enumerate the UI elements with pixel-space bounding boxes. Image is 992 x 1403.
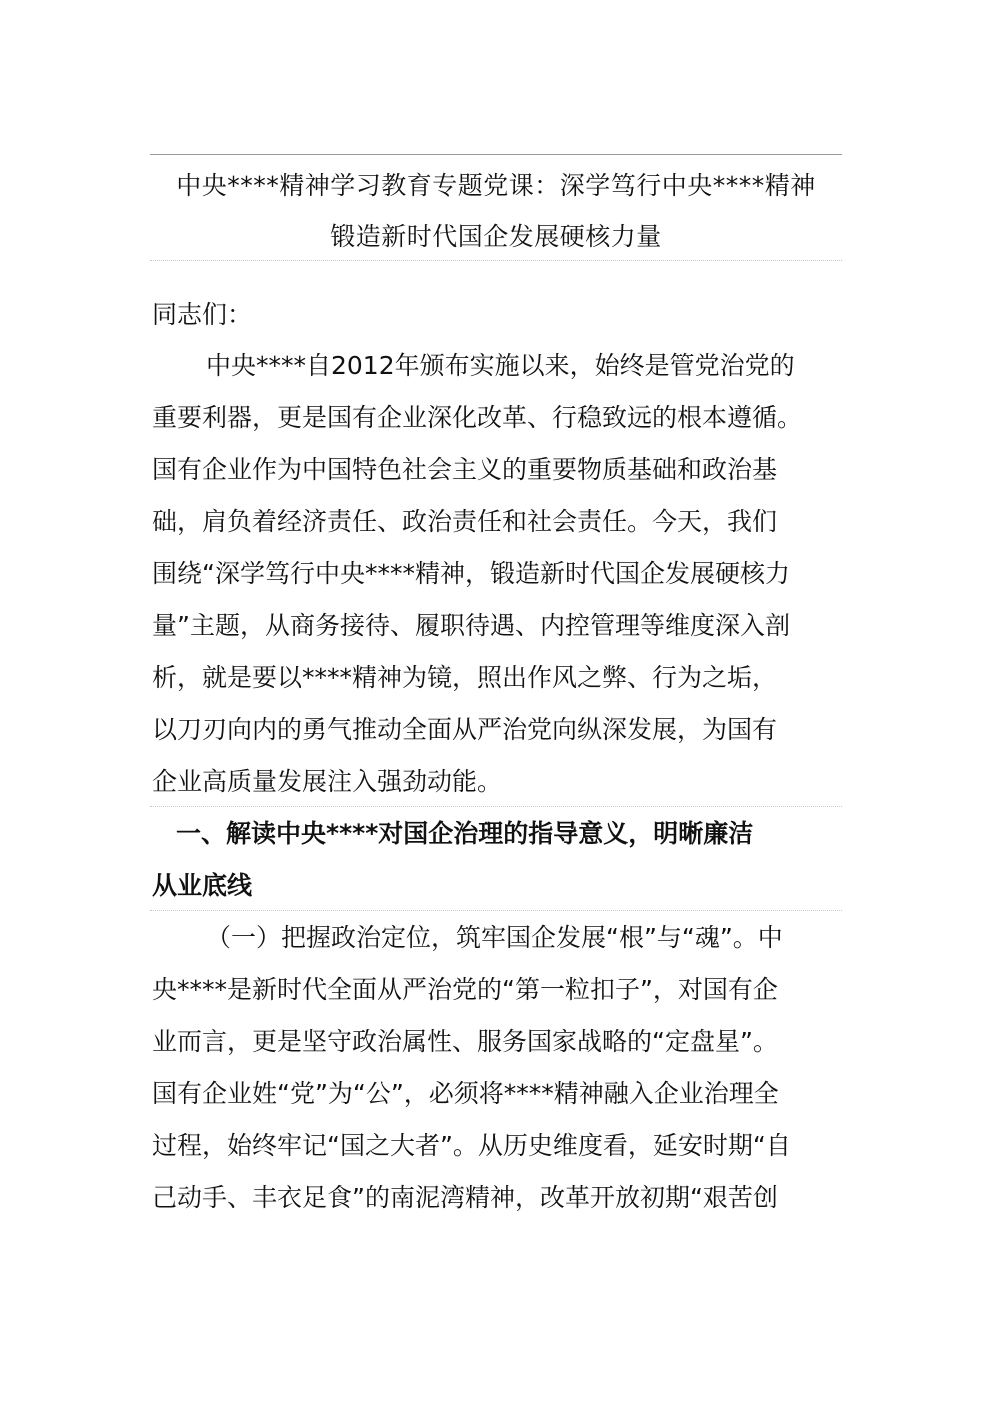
title-divider bbox=[150, 260, 842, 261]
document-title-line-2: 锻造新时代国企发展硬核力量 bbox=[330, 222, 662, 251]
paragraph-line: 重要利器，更是国有企业深化改革、行稳致远的根本遵循。 bbox=[152, 403, 803, 432]
paragraph-line: 以刀刃向内的勇气推动全面从严治党向纵深发展，为国有 bbox=[152, 715, 778, 744]
paragraph-line: 析，就是要以****精神为镜，照出作风之弊、行为之垢， bbox=[152, 663, 778, 692]
section-divider bbox=[150, 910, 842, 911]
greeting: 同志们： bbox=[152, 300, 253, 329]
paragraph-line: 央****是新时代全面从严治党的“第一粒扣子”，对国有企 bbox=[152, 975, 778, 1004]
heading-line: 从业底线 bbox=[152, 871, 253, 900]
intro-paragraph bbox=[152, 340, 852, 808]
paragraph-line: 围绕“深学笃行中央****精神，锻造新时代国企发展硬核力 bbox=[152, 559, 790, 588]
heading-line: 一、解读中央****对国企治理的指导意义，明晰廉洁 bbox=[176, 819, 754, 848]
paragraph-line: 业而言，更是坚守政治属性、服务国家战略的“定盘星”。 bbox=[152, 1027, 778, 1056]
paragraph-line: 企业高质量发展注入强劲动能。 bbox=[152, 767, 503, 796]
section-divider bbox=[150, 806, 842, 807]
document-title-line-1: 中央****精神学习教育专题党课：深学笃行中央****精神 bbox=[176, 171, 816, 200]
paragraph-line: 国有企业姓“党”为“公”，必须将****精神融入企业治理全 bbox=[152, 1079, 779, 1108]
paragraph-line: 量”主题，从商务接待、履职待遇、内控管理等维度深入剖 bbox=[152, 611, 790, 640]
top-rule bbox=[150, 154, 842, 155]
paragraph-line: 己动手、丰衣足食”的南泥湾精神，改革开放初期“艰苦创 bbox=[152, 1183, 778, 1212]
paragraph-line: 国有企业作为中国特色社会主义的重要物质基础和政治基 bbox=[152, 455, 778, 484]
section-1-heading bbox=[152, 808, 852, 912]
paragraph-line: 过程，始终牢记“国之大者”。从历史维度看，延安时期“自 bbox=[152, 1131, 791, 1160]
paragraph-line: 础，肩负着经济责任、政治责任和社会责任。今天，我们 bbox=[152, 507, 778, 536]
section-1-paragraph bbox=[152, 912, 852, 1224]
paragraph-line: 中央****自2012年颁布实施以来，始终是管党治党的 bbox=[206, 351, 795, 380]
paragraph-line: （一）把握政治定位，筑牢国企发展“根”与“魂”。中 bbox=[206, 923, 783, 952]
